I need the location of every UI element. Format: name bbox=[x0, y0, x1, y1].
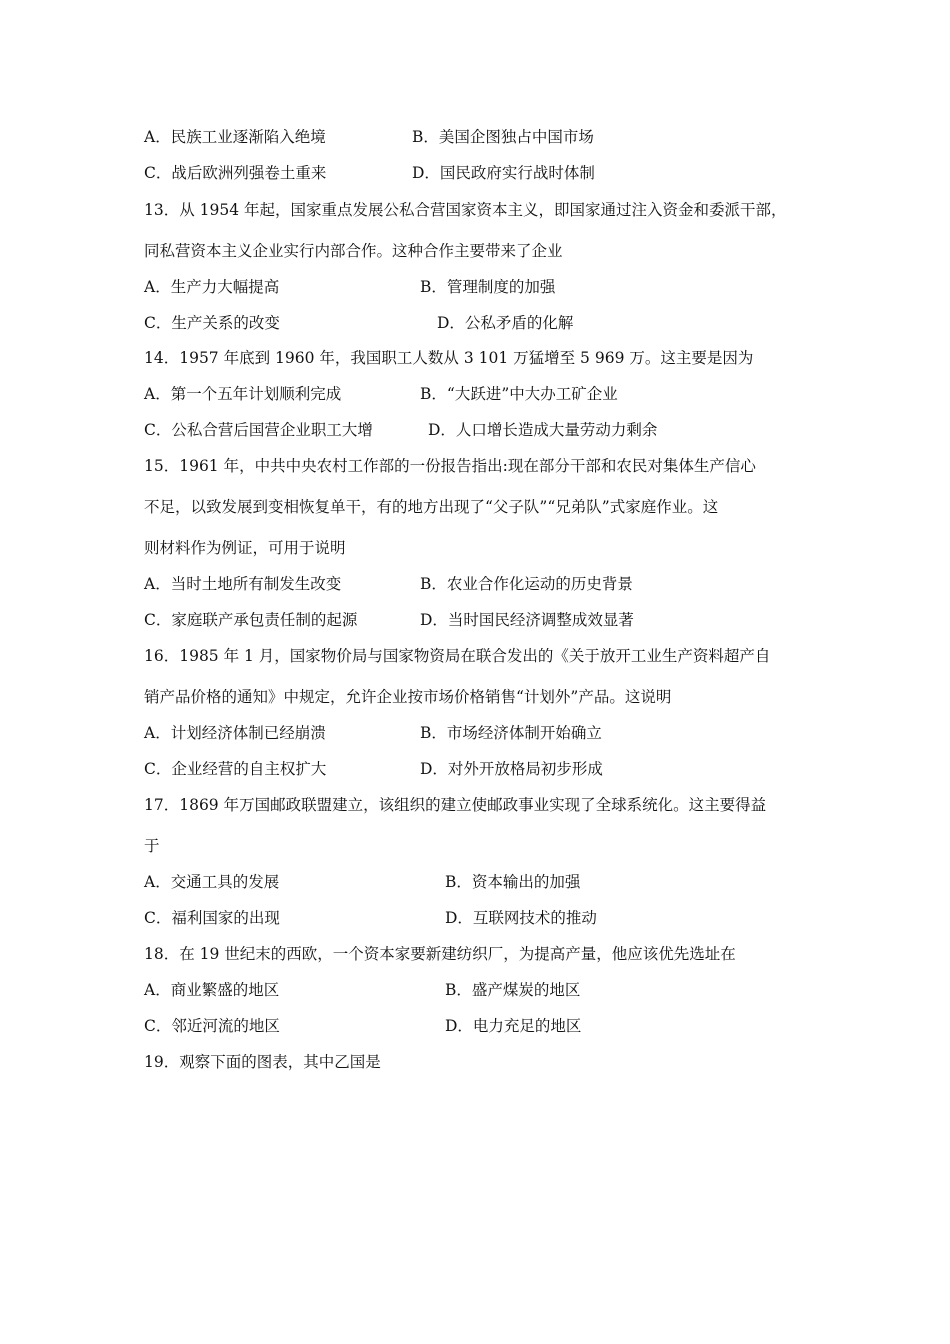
q17-option-d: D．互联网技术的推动 bbox=[445, 909, 597, 927]
q13-stem-line-1: 13．从 1954 年起，国家重点发展公私合营国家资本主义，即国家通过注入资金和委派干部， bbox=[144, 201, 787, 219]
q16-option-d: D．对外开放格局初步形成 bbox=[420, 760, 603, 778]
q18-option-b: B．盛产煤炭的地区 bbox=[445, 981, 581, 999]
q14-option-b: B．“大跃进”中大办工矿企业 bbox=[420, 385, 618, 403]
q18-stem-line-1: 18．在 19 世纪末的西欧，一个资本家要新建纺织厂，为提高产量，他应该优先选址在 bbox=[144, 945, 736, 963]
q19-stem-line-1: 19．观察下面的图表，其中乙国是 bbox=[144, 1053, 381, 1071]
q17-stem-line-1: 17．1869 年万国邮政联盟建立，该组织的建立使邮政事业实现了全球系统化。这主要得益 bbox=[144, 796, 767, 814]
q15-option-c: C．家庭联产承包责任制的起源 bbox=[144, 611, 358, 629]
q15-option-d: D．当时国民经济调整成效显著 bbox=[420, 611, 634, 629]
q16-option-b: B．市场经济体制开始确立 bbox=[420, 724, 602, 742]
q18-option-c: C．邻近河流的地区 bbox=[144, 1017, 280, 1035]
q15-stem-line-2: 不足，以致发展到变相恢复单干，有的地方出现了“父子队”“兄弟队”式家庭作业。这 bbox=[144, 498, 719, 516]
q14-stem-line-1: 14．1957 年底到 1960 年，我国职工人数从 3 101 万猛增至 5 969 万。这主要是因为 bbox=[144, 349, 754, 367]
q17-option-b: B．资本输出的加强 bbox=[445, 873, 581, 891]
q15-option-b: B．农业合作化运动的历史背景 bbox=[420, 575, 633, 593]
q16-stem-line-1: 16．1985 年 1 月，国家物价局与国家物资局在联合发出的《关于放开工业生产资料超产自 bbox=[144, 647, 771, 665]
q15-stem-line-1: 15．1961 年，中共中央农村工作部的一份报告指出:现在部分干部和农民对集体生产信心 bbox=[144, 457, 756, 475]
q16-option-c: C．企业经营的自主权扩大 bbox=[144, 760, 327, 778]
q17-stem-line-2: 于 bbox=[144, 837, 160, 855]
q12-option-b: B．美国企图独占中国市场 bbox=[412, 128, 594, 146]
q16-option-a: A．计划经济体制已经崩溃 bbox=[144, 724, 326, 742]
q15-option-a: A．当时土地所有制发生改变 bbox=[144, 575, 342, 593]
q13-stem-line-2: 同私营资本主义企业实行内部合作。这种合作主要带来了企业 bbox=[144, 242, 563, 260]
q12-option-d: D．国民政府实行战时体制 bbox=[412, 164, 595, 182]
q12-option-c: C．战后欧洲列强卷土重来 bbox=[144, 164, 327, 182]
q13-option-c: C．生产关系的改变 bbox=[144, 314, 280, 332]
q18-option-d: D．电力充足的地区 bbox=[445, 1017, 582, 1035]
q12-option-a: A．民族工业逐渐陷入绝境 bbox=[144, 128, 326, 146]
q17-option-a: A．交通工具的发展 bbox=[144, 873, 280, 891]
q15-stem-line-3: 则材料作为例证，可用于说明 bbox=[144, 539, 346, 557]
q16-stem-line-2: 销产品价格的通知》中规定，允许企业按市场价格销售“计划外”产品。这说明 bbox=[144, 688, 672, 706]
q13-option-d: D．公私矛盾的化解 bbox=[437, 314, 574, 332]
q18-option-a: A．商业繁盛的地区 bbox=[144, 981, 280, 999]
q13-option-a: A．生产力大幅提高 bbox=[144, 278, 280, 296]
q14-option-c: C．公私合营后国营企业职工大增 bbox=[144, 421, 373, 439]
q14-option-d: D．人口增长造成大量劳动力剩余 bbox=[428, 421, 658, 439]
q14-option-a: A．第一个五年计划顺利完成 bbox=[144, 385, 342, 403]
q13-option-b: B．管理制度的加强 bbox=[420, 278, 556, 296]
q17-option-c: C．福利国家的出现 bbox=[144, 909, 280, 927]
